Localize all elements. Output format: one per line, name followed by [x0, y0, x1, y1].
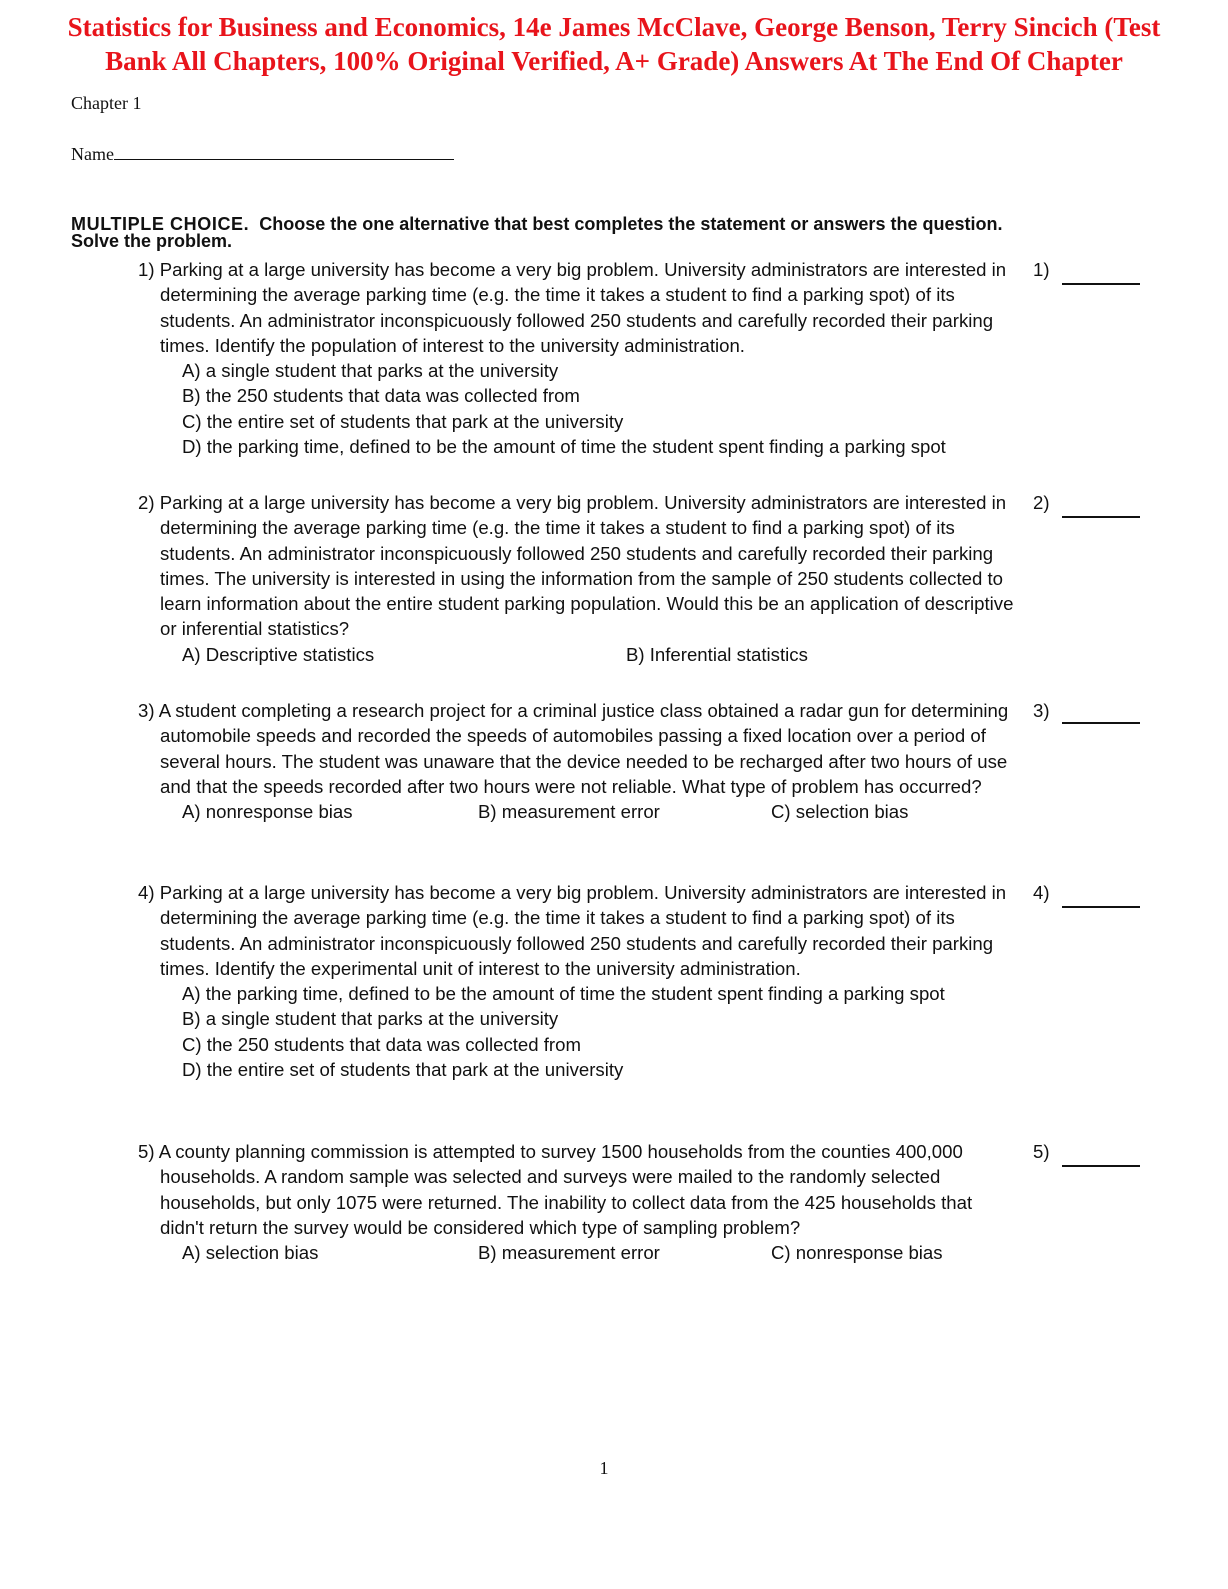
document-title [40, 10, 1188, 78]
choice-c[interactable]: C) selection bias [771, 801, 909, 823]
question-text: A student completing a research project for a criminal justice class obtained a radar gun for determining automobile speeds and recorded the speeds of automobiles passing a fixed location over a period of several hours. The student was unaware that the device needed to be recharged after two hours of use and that the speeds recorded after two hours were not reliable. What type of problem has occurred? [158, 700, 1009, 797]
choice-a[interactable]: A) selection bias [182, 1242, 319, 1264]
instructions-heading: MULTIPLE CHOICE. [71, 214, 250, 234]
name-label: Name [71, 144, 114, 164]
choice-a[interactable]: A) nonresponse bias [182, 801, 353, 823]
question-number: 4) [138, 882, 155, 903]
answer-blank-5[interactable] [1062, 1165, 1140, 1167]
chapter-label: Chapter 1 [71, 93, 142, 113]
answer-blank-4[interactable] [1062, 906, 1140, 908]
answer-number-5: 5) [1033, 1141, 1050, 1162]
choice-a[interactable]: A) the parking time, defined to be the amount of time the student spent finding a parking spot [182, 983, 945, 1005]
choice-c[interactable]: C) the entire set of students that park at the university [182, 410, 624, 432]
choice-b[interactable]: B) measurement error [478, 801, 660, 823]
question-text: Parking at a large university has become a very big problem. University administrators are interested in determining the average parking time (e.g. the time it takes a student to find a parking spot) of its students. An administrator inconspicuously followed 250 students and carefully recorded their parking times. Identify the population of interest to the university administration. [159, 259, 1007, 356]
answer-number-3: 3) [1033, 700, 1050, 721]
instructions-text: Choose the one alternative that best completes the statement or answers the question. [259, 214, 1003, 234]
choice-b[interactable]: B) Inferential statistics [626, 643, 808, 665]
answer-number-4: 4) [1033, 882, 1050, 903]
question-1 [138, 257, 1018, 459]
question-4 [138, 880, 1018, 1082]
title-line-2: Bank All Chapters, 100% Original Verified, A+ Grade) Answers At The End Of Chapter [105, 46, 1123, 76]
choice-a[interactable]: A) a single student that parks at the university [182, 360, 559, 382]
choice-d[interactable]: D) the entire set of students that park at the university [182, 1059, 624, 1081]
choice-d[interactable]: D) the parking time, defined to be the amount of time the student spent finding a parking spot [182, 436, 946, 458]
question-text: A county planning commission is attempted to survey 1500 households from the counties 400,000 households. A random sample was selected and surveys were mailed to the randomly selected households, but only 1075 were returned. The inability to collect data from the 425 households that didn't return the survey would be considered which type of sampling problem? [158, 1141, 973, 1238]
title-line-1: Statistics for Business and Economics, 14e James McClave, George Benson, Terry Sincich (Test [67, 12, 1161, 42]
question-text: Parking at a large university has become a very big problem. University administrators are interested in determining the average parking time (e.g. the time it takes a student to find a parking spot) of its students. An administrator inconspicuously followed 250 students and carefully recorded their parking times. Identify the experimental unit of interest to the university administration. [159, 882, 1007, 979]
answer-blank-2[interactable] [1062, 516, 1140, 518]
page-number: 1 [599, 1458, 609, 1478]
choice-c[interactable]: C) nonresponse bias [771, 1242, 943, 1264]
name-blank-line[interactable] [114, 143, 454, 160]
choice-a[interactable]: A) Descriptive statistics [182, 643, 375, 665]
question-2 [138, 490, 1018, 667]
question-text: Parking at a large university has become a very big problem. University administrators are interested in determining the average parking time (e.g. the time it takes a student to find a parking spot) of its students. An administrator inconspicuously followed 250 students and carefully recorded their parking times. The university is interested in using the information from the sample of 250 students collected to learn information about the entire student parking population. Would this be an application of descriptive or inferential statistics? [159, 492, 1014, 640]
choice-b[interactable]: B) the 250 students that data was collected from [182, 385, 580, 407]
name-field[interactable] [71, 143, 454, 165]
question-3 [138, 698, 1018, 824]
choice-b[interactable]: B) a single student that parks at the university [182, 1008, 559, 1030]
answer-number-1: 1) [1033, 259, 1050, 280]
answer-number-2: 2) [1033, 492, 1050, 513]
answer-blank-3[interactable] [1062, 722, 1140, 724]
instructions [71, 216, 1071, 250]
question-5 [138, 1139, 1018, 1265]
choice-c[interactable]: C) the 250 students that data was collected from [182, 1033, 581, 1055]
question-number: 2) [138, 492, 155, 513]
question-number: 5) [138, 1141, 155, 1162]
question-number: 3) [138, 700, 155, 721]
instructions-line-2: Solve the problem. [71, 231, 233, 251]
question-number: 1) [138, 259, 155, 280]
answer-blank-1[interactable] [1062, 283, 1140, 285]
choice-b[interactable]: B) measurement error [478, 1242, 660, 1264]
